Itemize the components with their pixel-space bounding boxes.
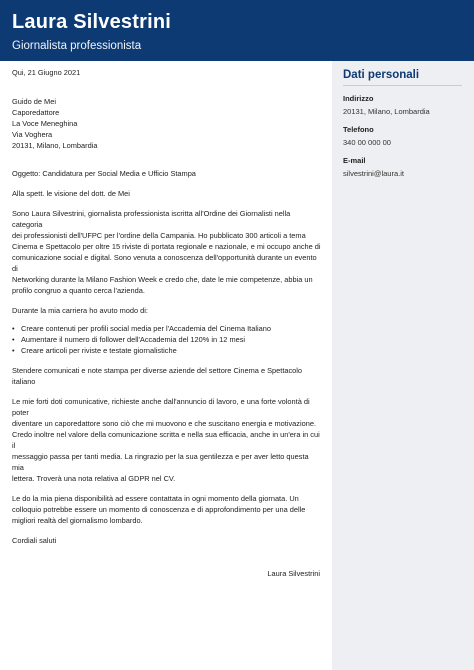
recipient-line: Via Voghera [12,130,53,139]
address-value: 20131, Milano, Lombardia [343,107,430,116]
paragraph-line: profilo congruo a quanto cerca l'azienda. [12,286,145,295]
paragraph-career: Durante la mia carriera ho avuto modo di: [12,306,148,315]
header-banner [0,0,474,61]
paragraph-line: dei professionisti dell'UFPC per l'ordine della Campania. Ho pubblicato 300 articoli a tema [12,231,306,240]
recipient-line: La Voce Meneghina [12,119,78,128]
letter-closing: Cordiali saluti [12,536,57,545]
paragraph-line: Le mie forti doti comunicative, richieste anche dall'annuncio di lavoro, e una forte volontà di poter [12,397,310,417]
paragraph-skills [12,396,322,484]
letter-date: Qui, 21 Giugno 2021 [12,68,81,77]
paragraph-line: colloquio potrebbe essere un momento di conoscenza e di approfondimento per una delle [12,505,306,514]
list-item: • Aumentare il numero di follower dell'Accademia del 120% in 12 mesi [12,334,322,345]
recipient-line: 20131, Milano, Lombardia [12,141,98,150]
paragraph-line: Cinema e Spettacolo per oltre 15 riviste di portata regionale e nazionale, e mi occupo anche di [12,242,321,251]
sidebar-title: Dati personali [343,69,462,86]
paragraph-line: lettera. Troverà una nota relativa al GDPR nel CV. [12,474,176,483]
paragraph-line: diventare un caporedattore sono ciò che mi muovono e che suscitano energia e motivazione. [12,419,317,428]
paragraph-line: Le do la mia piena disponibilità ad essere contattata in ogni momento della giornata. Un [12,494,299,503]
recipient-block [12,96,322,151]
letter-body [12,61,322,579]
paragraph-intro [12,208,322,296]
paragraph-line: migliori realtà del giornalismo lombardo. [12,516,143,525]
paragraph-line: Networking durante la Milano Fashion Week e credo che, date le mie competenze, abbia un [12,275,313,284]
paragraph-press: Stendere comunicati e note stampa per diverse aziende del settore Cinema e Spettacolo italiano [12,366,303,386]
phone-value: 340 00 000 00 [343,138,391,147]
paragraph-availability [12,493,322,526]
address-label: Indirizzo [343,94,374,103]
letter-subject: Oggetto: Candidatura per Social Media e Ufficio Stampa [12,169,196,178]
letter-signature: Laura Silvestrini [267,569,320,578]
list-item: • Creare articoli per riviste e testate giornalistiche [12,345,322,356]
letter-greeting: Alla spett. le visione del dott. de Mei [12,189,130,198]
paragraph-line: Sono Laura Silvestrini, giornalista professionista iscritta all'Ordine dei Giornalisti nella categoria [12,209,291,229]
paragraph-line: Credo inoltre nel valore della comunicazione scritta e nella sua efficacia, anche in un'era in cui il [12,430,320,450]
paragraph-line: messaggio passa per tanti media. La ringrazio per la sua gentilezza e per aver letto questa mia [12,452,309,472]
personal-details-sidebar [332,61,474,670]
email-value: silvestrini@laura.it [343,169,404,178]
applicant-title: Giornalista professionista [12,40,142,52]
applicant-name: Laura Silvestrini [12,11,172,33]
recipient-line: Guido de Mei [12,97,56,106]
list-item: • Creare contenuti per profili social media per l'Accademia del Cinema Italiano [12,323,322,334]
achievements-list [12,323,322,356]
email-label: E-mail [343,156,366,165]
recipient-line: Caporedattore [12,108,60,117]
paragraph-line: comunicazione social e digital. Sono venuta a conoscenza dell'opportunità durante un evento di [12,253,317,273]
phone-label: Telefono [343,125,374,134]
